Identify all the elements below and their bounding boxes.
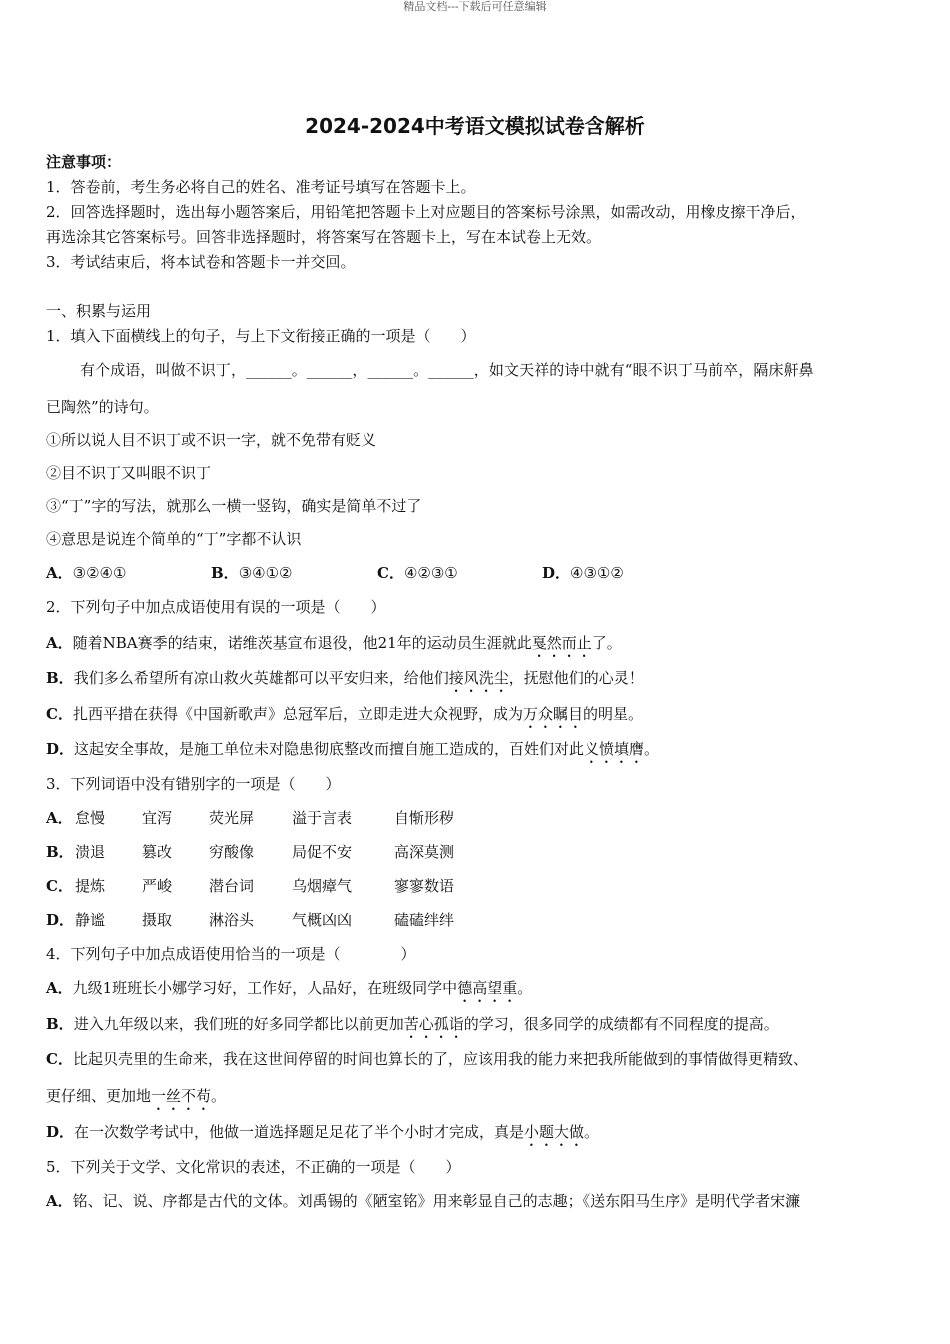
q4-option-c[interactable]: C．比起贝壳里的生命来，我在这世间停留的时间也算长的了，应该用我的能力来把我所能做到的事情做得更精致、 xyxy=(46,1050,808,1068)
q1-option-b[interactable]: B．③④①② xyxy=(211,564,293,582)
q1-item-3: ③“丁”字的写法，就那么一横一竖钩，确实是简单不过了 xyxy=(46,497,422,515)
q2-d-idiom: 义愤填膺 xyxy=(584,740,645,758)
q2-option-a[interactable]: A．随着NBA赛季的结束，诺维茨基宣布退役，他21年的运动员生涯就此戛然而止了。 xyxy=(46,634,622,652)
q1-option-c[interactable]: C．④②③① xyxy=(377,564,458,582)
q2-b-idiom: 接风洗尘 xyxy=(448,669,509,687)
q2-option-c[interactable]: C．扎西平措在获得《中国新歌声》总冠军后，立即走进大众视野，成为万众瞩目的明星。 xyxy=(46,705,643,723)
q5-option-a[interactable]: A．铭、记、说、序都是古代的文体。刘禹锡的《陋室铭》用来彰显自己的志趣；《送东阳马生序》是明代学者宋濂 xyxy=(46,1192,801,1210)
q2-a-idiom: 戛然而止 xyxy=(531,634,592,652)
notice-item-3: 3．考试结束后，将本试卷和答题卡一并交回。 xyxy=(46,253,356,271)
q3-stem: 3．下列词语中没有错别字的一项是（ ） xyxy=(46,775,341,793)
q4-stem: 4．下列句子中加点成语使用恰当的一项是（ ） xyxy=(46,945,416,963)
q4-option-c-cont: 更仔细、更加地一丝不苟。 xyxy=(46,1087,227,1105)
q2-stem: 2．下列句子中加点成语使用有误的一项是（ ） xyxy=(46,598,386,616)
q2-c-idiom: 万众瞩目 xyxy=(522,705,583,723)
q1-item-1: ①所以说人目不识丁或不识一字，就不免带有贬义 xyxy=(46,431,377,449)
q5-stem: 5．下列关于文学、文化常识的表述，不正确的一项是（ ） xyxy=(46,1158,461,1176)
q4-option-d[interactable]: D．在一次数学考试中，他做一道选择题足足花了半个小时才完成，真是小题大做。 xyxy=(46,1123,600,1141)
q1-item-2: ②目不识丁又叫眼不识丁 xyxy=(46,464,212,482)
q1-item-4: ④意思是说连个简单的“丁”字都不认识 xyxy=(46,530,302,548)
q4-d-idiom: 小题大做 xyxy=(524,1123,585,1141)
q4-option-b[interactable]: B．进入九年级以来，我们班的好多同学都比以前更加苦心孤诣的学习，很多同学的成绩都有不同程度的提高。 xyxy=(46,1015,779,1033)
q1-stem: 1．填入下面横线上的句子，与上下文衔接正确的一项是（ ） xyxy=(46,327,476,345)
q4-a-idiom: 德高望重 xyxy=(457,979,518,997)
q1-passage-line1: 有个成语，叫做不识丁，______。______，______。______，如文天祥的诗中就有“眼不识丁马前卒，隔床鼾鼻 xyxy=(80,361,814,379)
notice-item-2-cont: 再选涂其它答案标号。回答非选择题时，将答案写在答题卡上，写在本试卷上无效。 xyxy=(46,228,602,246)
q4-c-idiom: 一丝不苟 xyxy=(151,1087,212,1105)
q4-b-idiom: 苦心孤诣 xyxy=(403,1015,464,1033)
page-title: 2024-2024中考语文模拟试卷含解析 xyxy=(305,114,645,138)
q2-option-b[interactable]: B．我们多么希望所有凉山救火英雄都可以平安归来，给他们接风洗尘，抚慰他们的心灵！ xyxy=(46,669,644,687)
notice-item-2: 2．回答选择题时，选出每小题答案后，用铅笔把答题卡上对应题目的答案标号涂黑，如需改动，用橡皮擦干净后， xyxy=(46,203,806,221)
q4-option-a[interactable]: A．九级1班班长小娜学习好，工作好，人品好，在班级同学中德高望重。 xyxy=(46,979,533,997)
notice-heading: 注意事项： xyxy=(46,153,122,171)
q1-option-a[interactable]: A．③②④① xyxy=(46,564,127,582)
q2-option-d[interactable]: D．这起安全事故，是施工单位未对隐患彻底整改而擅自施工造成的，百姓们对此义愤填膺。 xyxy=(46,740,660,758)
section-heading: 一、积累与运用 xyxy=(46,302,152,320)
q1-passage-line2: 已陶然”的诗句。 xyxy=(46,398,159,416)
q1-option-d[interactable]: D．④③①② xyxy=(542,564,624,582)
notice-item-1: 1．答卷前，考生务必将自己的姓名、准考证号填写在答题卡上。 xyxy=(46,178,476,196)
header-note: 精品文档---下载后可任意编辑 xyxy=(403,0,547,13)
